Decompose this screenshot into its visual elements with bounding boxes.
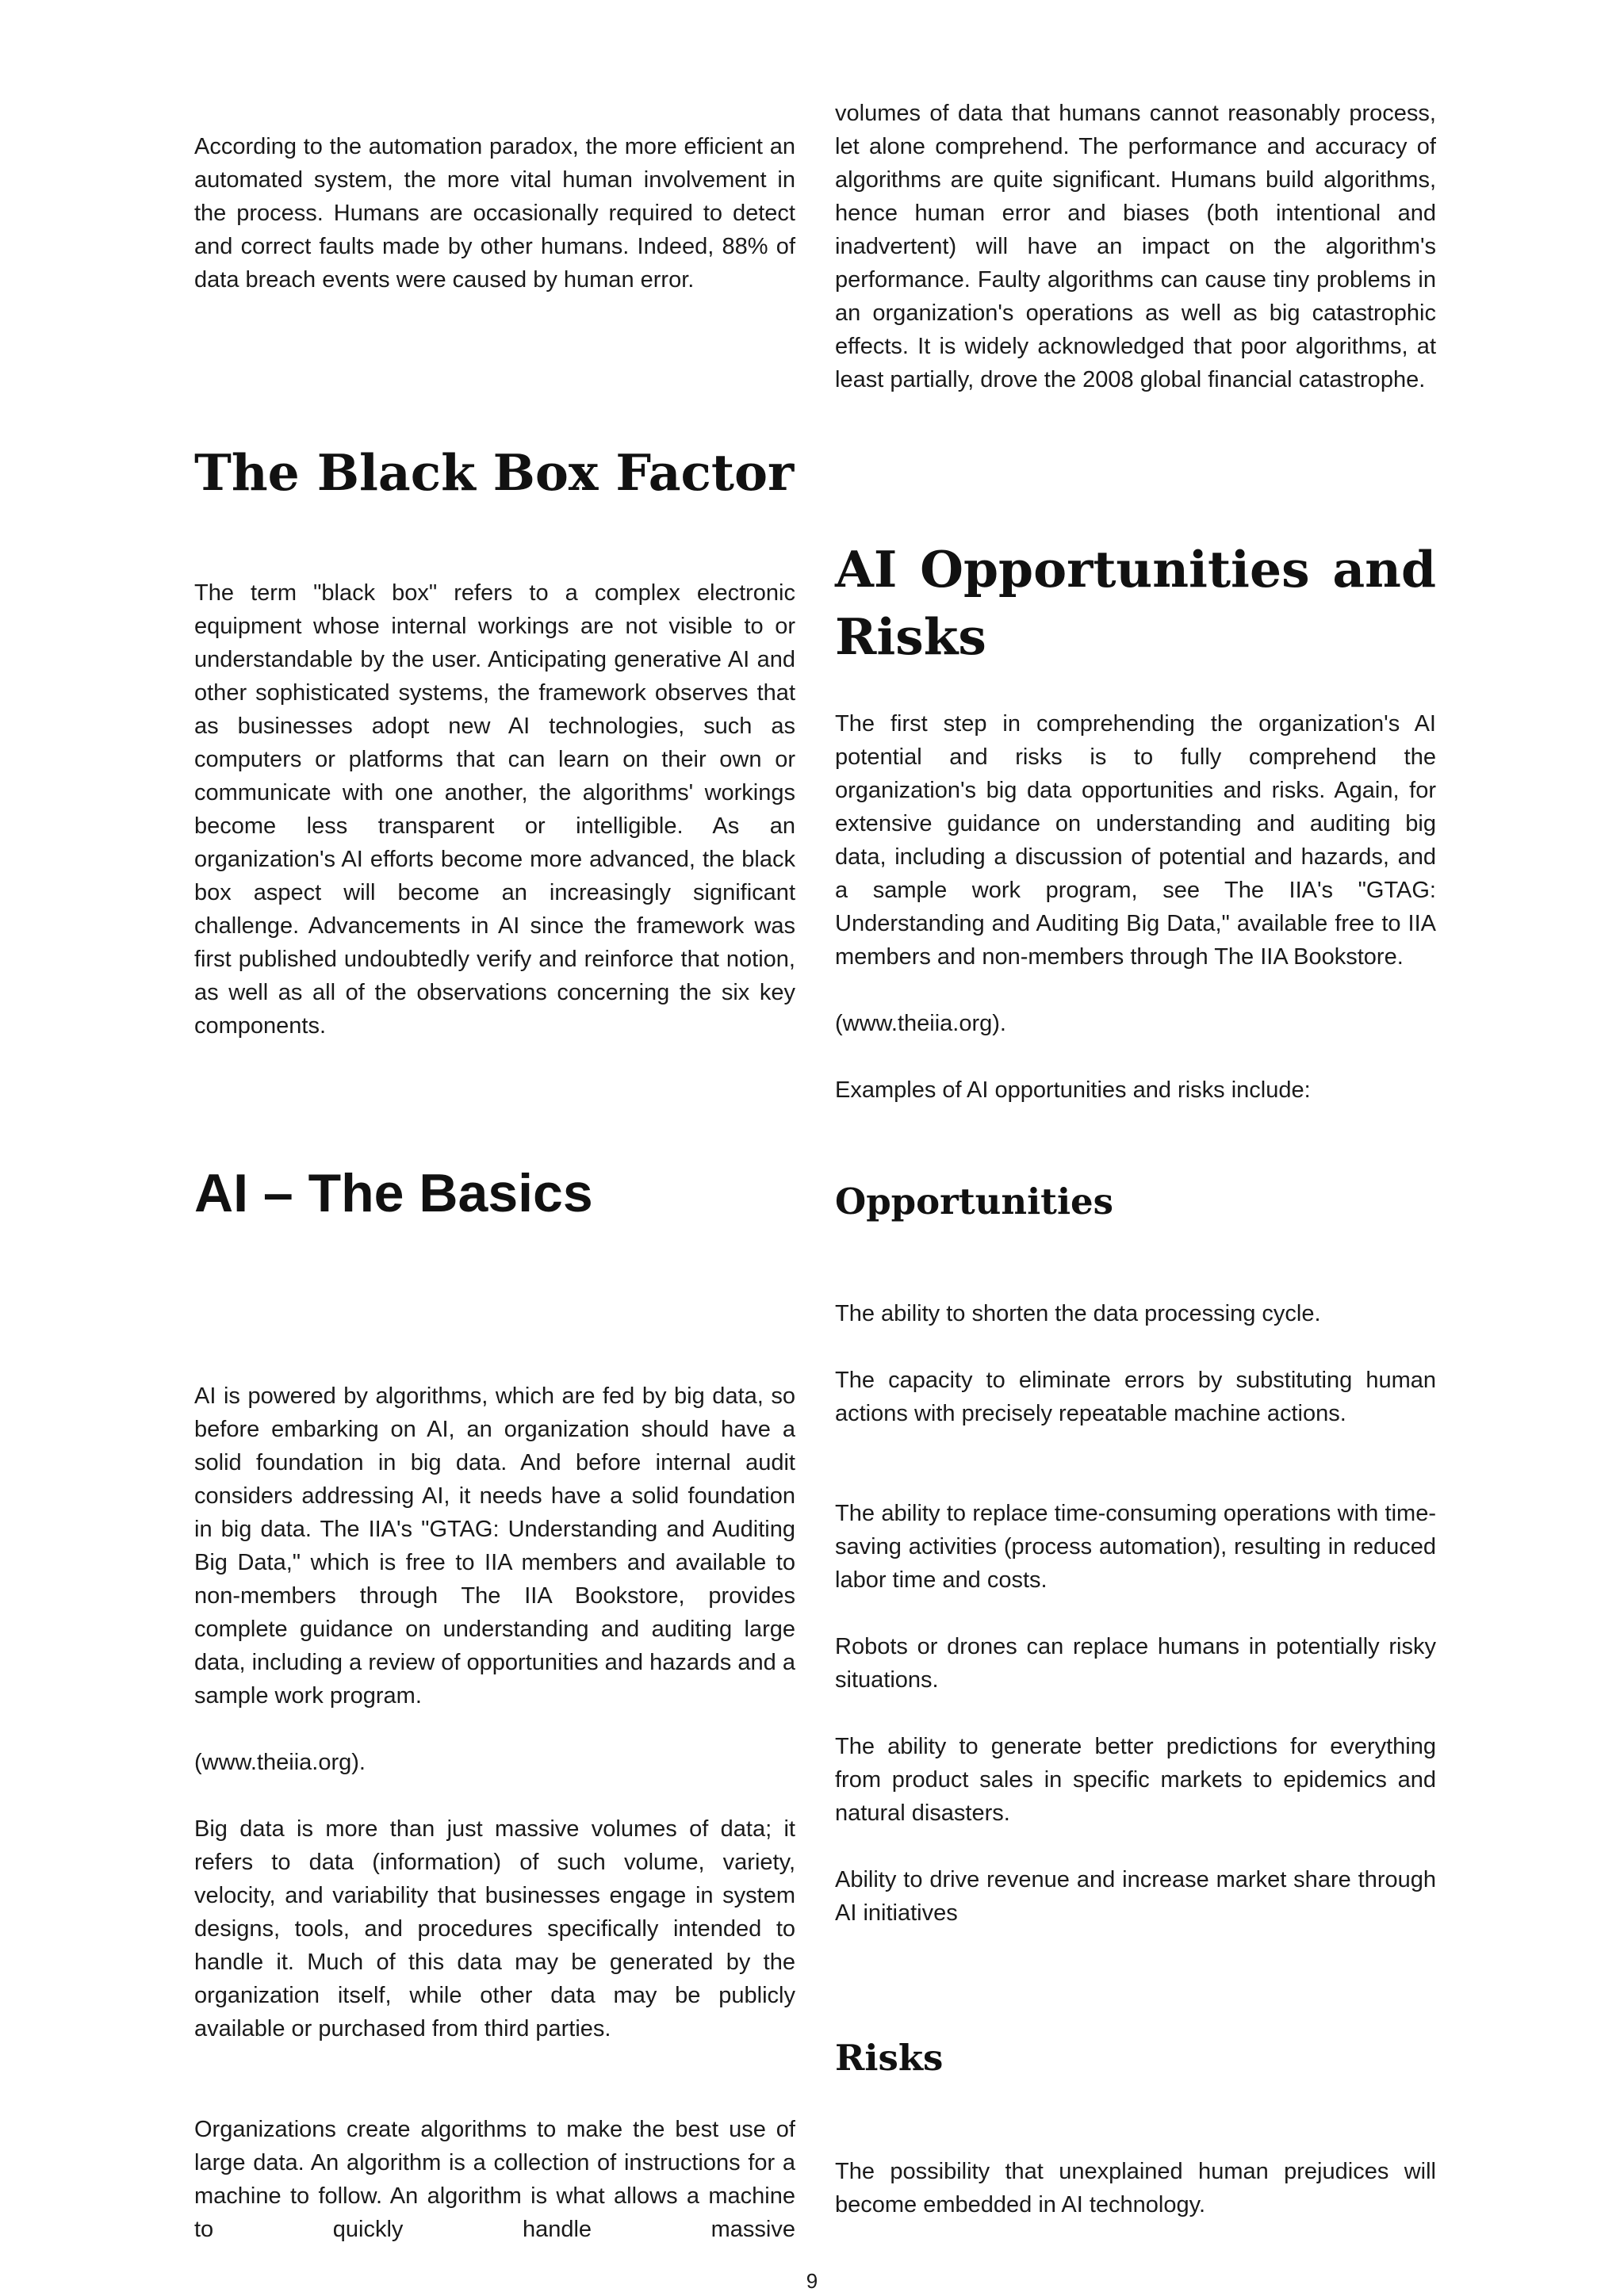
opportunity-item: The ability to shorten the data processing cycle. [835,1301,1321,1326]
ai-opportunities-heading-line-2: Risks [835,607,986,666]
opportunities-heading: Opportunities [835,1181,1114,1223]
algorithms-paragraph: Organizations create algorithms to make the best use of large data. An algorithm is a collection of instructions for a machine to follow. An algorithm is what allows a machine to quickly handle massive [194,2117,795,2242]
opportunity-item: Ability to drive revenue and increase market share through AI initiatives [835,1867,1436,1926]
page-number: 9 [806,2269,818,2293]
ai-basics-heading: AI – The Basics [194,1163,593,1223]
risks-heading: Risks [835,2037,944,2079]
risk-item: The possibility that unexplained human prejudices will become embedded in AI technology. [835,2159,1436,2218]
opportunities-intro-paragraph: The first step in comprehending the organization's AI potential and risks is to fully comprehend the organization's big data opportunities and risks. Again, for extensive guidance on understanding and auditing big data, including a discussion of potential and hazards, and a sample work program, see The IIA's "GTAG: Understanding and Auditing Big Data," available free to IIA members and non-members through The IIA Bookstore. [835,711,1436,970]
automation-paradox-paragraph: According to the automation paradox, the more efficient an automated system, the more vital human involvement in the process. Humans are occasionally required to detect and correct faults made by other humans. Indeed, 88% of data breach events were caused by human error. [194,134,795,293]
ai-basics-paragraph-1: AI is powered by algorithms, which are fed by big data, so before embarking on AI, an organization should have a solid foundation in big data. And before internal audit considers addressing AI, it needs have a solid foundation in big data. The IIA's "GTAG: Understanding and Auditing Big Data," which is free to IIA members and available to non-members through The IIA Bookstore, provides complete guidance on understanding and auditing large data, including a review of opportunities and hazards and a sample work program. [194,1383,795,1709]
examples-line: Examples of AI opportunities and risks include: [835,1077,1311,1103]
opportunity-item: Robots or drones can replace humans in potentially risky situations. [835,1634,1436,1693]
algorithm-performance-paragraph: volumes of data that humans cannot reasonably process, let alone comprehend. The performance and accuracy of algorithms are quite significant. Humans build algorithms, hence human error and biases (both intentional and inadvertent) will have an impact on the algorithm's performance. Faulty algorithms can cause tiny problems in an organization's operations as well as big catastrophic effects. It is widely acknowledged that poor algorithms, at least partially, drove the 2008 global financial catastrophe. [835,101,1436,392]
ai-opportunities-heading-line-1: AI Opportunities and [835,540,1436,599]
black-box-paragraph: The term "black box" refers to a complex electronic equipment whose internal workings are not visible to or understandable by the user. Anticipating generative AI and other sophisticated systems, the framework observes that as businesses adopt new AI technologies, such as computers or platforms that can learn on their own or communicate with one another, the algorithms' workings become less transparent or intelligible. As an organization's AI efforts become more advanced, the black box aspect will become an increasingly significant challenge. Advancements in AI since the framework was first published undoubtedly verify and reinforce that notion, as well as all of the observations concerning the six key components. [194,580,795,1039]
ai-basics-link: (www.theiia.org). [194,1750,366,1775]
opportunity-item: The ability to generate better predictions for everything from product sales in specific markets to epidemics and natural disasters. [835,1734,1436,1826]
black-box-heading: The Black Box Factor [194,443,795,502]
opportunity-item: The ability to replace time-consuming operations with time-saving activities (process automation), resulting in reduced labor time and costs. [835,1501,1436,1593]
opportunity-item: The capacity to eliminate errors by substituting human actions with precisely repeatable machine actions. [835,1368,1436,1426]
opportunities-link: (www.theiia.org). [835,1011,1006,1036]
big-data-paragraph: Big data is more than just massive volumes of data; it refers to data (information) of such volume, variety, velocity, and variability that businesses engage in system designs, tools, and procedures specifically intended to handle it. Much of this data may be generated by the organization itself, while other data may be publicly available or purchased from third parties. [194,1816,795,2042]
